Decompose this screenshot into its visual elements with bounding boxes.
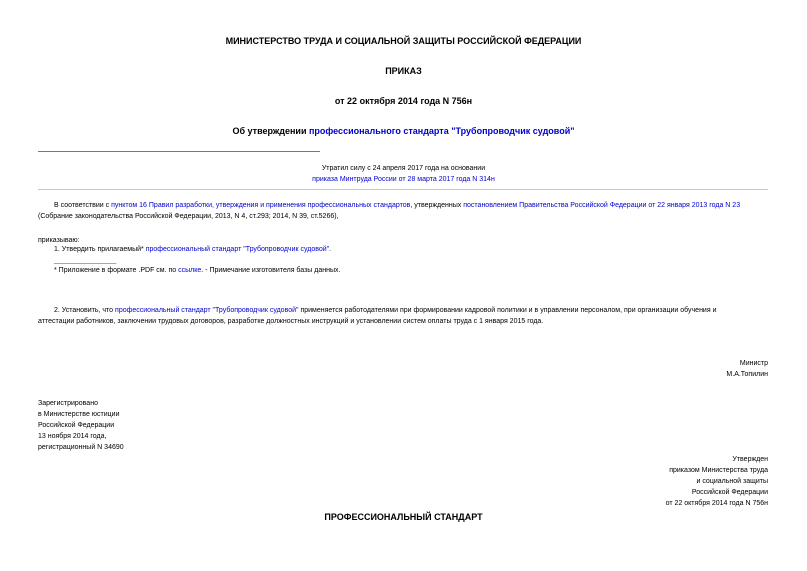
order-item2-line2: аттестации работников, заключении трудовых договоров, разработке должностных инструкций и установлении систем оплаты труда с 1 января 2015 года. [38,318,544,325]
order-label: приказываю: [38,237,80,244]
document-type: ПРИКАЗ [385,66,422,76]
ministry-name: МИНИСТЕРСТВО ТРУДА И СОЦИАЛЬНОЙ ЗАЩИТЫ РОССИЙСКОЙ ФЕДЕРАЦИИ [225,36,582,46]
document-date-number: от 22 октября 2014 года N 756н [334,96,473,106]
preamble-line2: (Собрание законодательства Российской Федерации, 2013, N 4, ст.293; 2014, N 39, ст.5266), [38,213,339,220]
order-item1-text-a: 1. Утвердить прилагаемый* [54,246,146,253]
title-standard-link[interactable]: профессионального стандарта "Трубопроводчик судовой" [308,126,575,136]
order-item2-text-b: применяется работодателями при формировании кадровой политики и в управлении персоналом, при организации обучения и [298,307,717,314]
preamble-line1 [38,200,768,211]
order-item2-text-a: 2. Установить, что [54,307,116,314]
registration-block [38,398,124,453]
approval-line: от 22 октября 2014 года N 756н [665,500,768,507]
status-note-link[interactable]: приказа Минтруда России от 28 марта 2017 года N 314н [312,176,495,183]
signature-block [568,358,768,380]
signature-name: М.А.Топилин [726,371,768,378]
status-note-line1: Утратил силу с 24 апреля 2017 года на основании [321,165,486,172]
approval-line: приказом Министерства труда [669,467,768,474]
approval-line: Утвержден [732,456,768,463]
document-title [0,126,807,136]
order-item2-standard-link[interactable]: профессиональный стандарт "Трубопроводчик судовой" [115,307,299,314]
title-prefix: Об утверждении [232,126,309,136]
preamble-text-a: В соответствии с [54,202,112,209]
order-item1 [54,244,331,255]
divider-status [38,189,768,190]
registration-line: Зарегистрировано [38,400,98,407]
preamble-paragraph [38,200,768,222]
order-item1-text-b: . [329,246,332,253]
standard-heading: ПРОФЕССИОНАЛЬНЫЙ СТАНДАРТ [324,512,483,522]
registration-line: 13 ноября 2014 года, [38,433,107,440]
footnote [54,265,340,276]
registration-line: в Министерстве юстиции [38,411,120,418]
preamble-text-b: , утвержденных [410,202,464,209]
footnote-text-b: . - Примечание изготовителя базы данных. [201,267,341,274]
preamble-rules-link[interactable]: пунктом 16 Правил разработки, утверждения и применения профессиональных стандартов [111,202,411,209]
approval-line: и социальной защиты [696,478,768,485]
approval-line: Российской Федерации [691,489,768,496]
order-item2-line1 [38,305,768,316]
footnote-link[interactable]: ссылке [178,267,202,274]
footnote-text-a: * Приложение в формате .PDF см. по [54,267,179,274]
preamble-resolution-link[interactable]: постановлением Правительства Российской Федерации от 22 января 2013 года N 23 [463,202,741,209]
divider-top [38,151,320,152]
approval-block [568,454,768,509]
order-item1-standard-link[interactable]: профессиональный стандарт "Трубопроводчик судовой" [145,246,330,253]
footnote-rule: ________________ [54,257,117,264]
order-item2 [38,305,768,327]
registration-line: Российской Федерации [38,422,115,429]
registration-line: регистрационный N 34690 [38,444,124,451]
signature-position: Министр [739,360,768,367]
